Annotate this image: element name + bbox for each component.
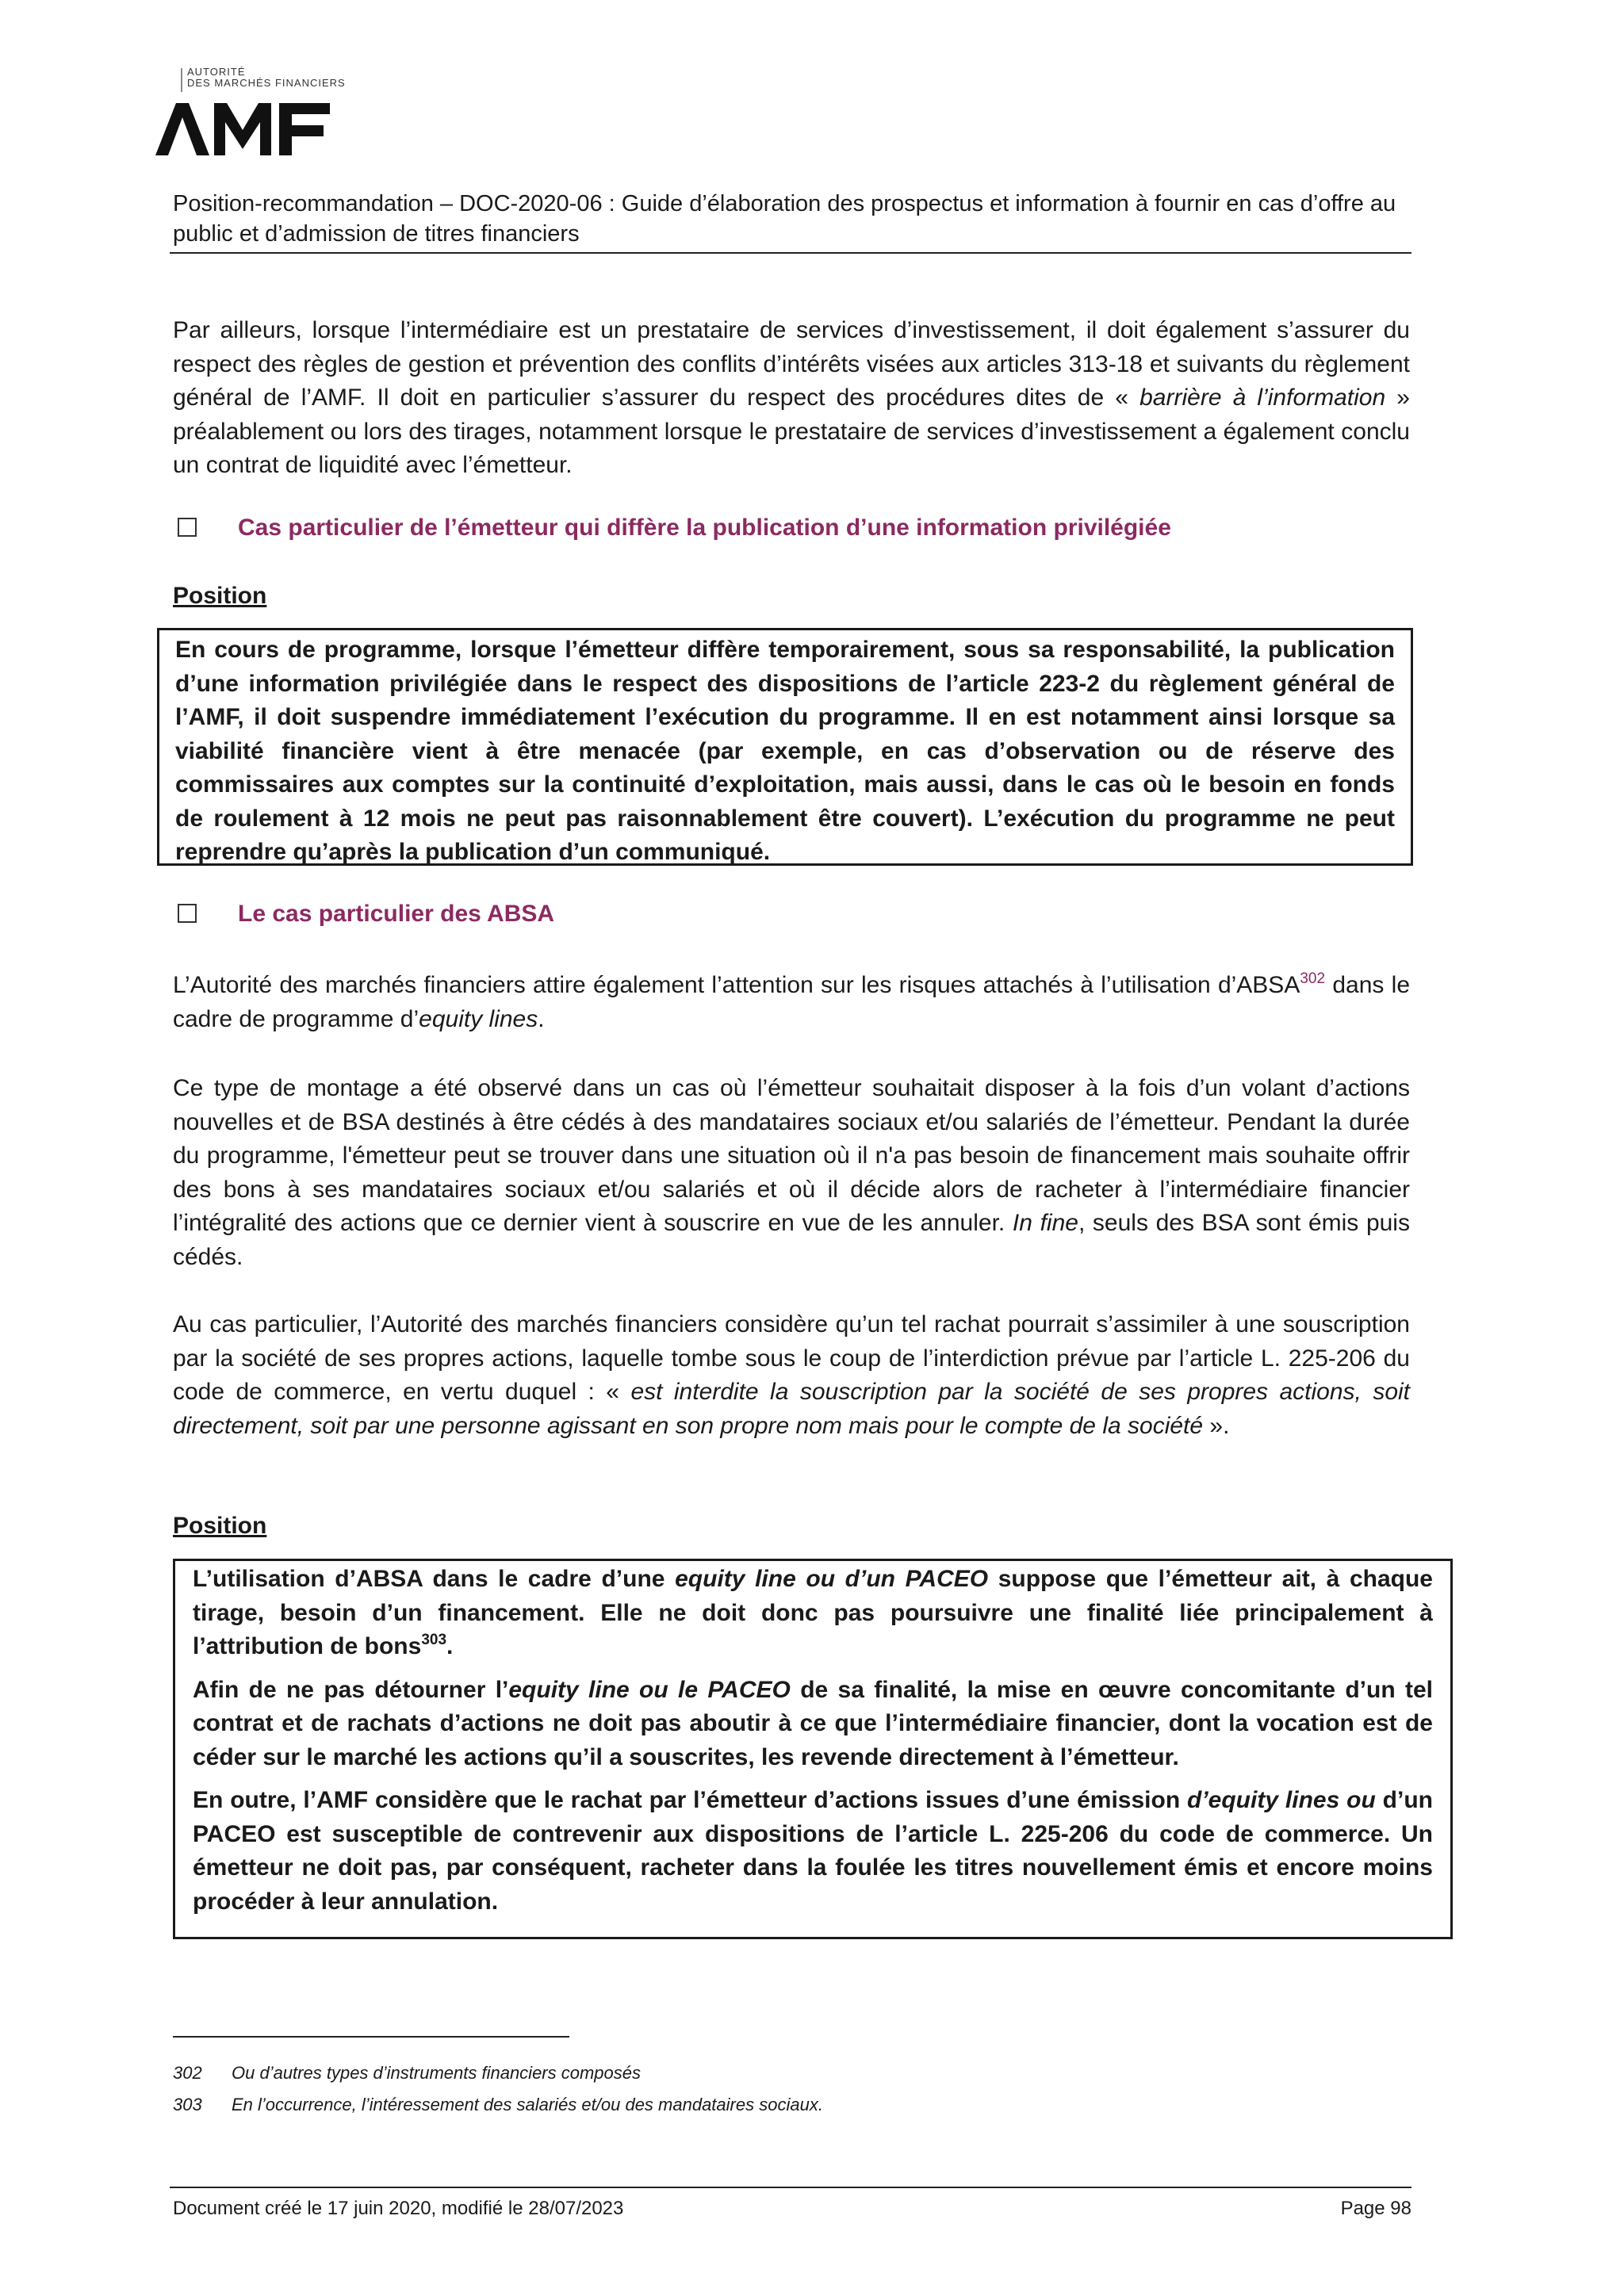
footnote-divider <box>173 2036 569 2038</box>
footnote-303: 303 En l’occurrence, l’intéressement des salariés et/ou des mandataires sociaux. <box>173 2095 823 2114</box>
position-absa-paragraph-3: En outre, l’AMF considère que le rachat par l’émetteur d’actions issues d’une émission d’equity lines ou d’un PACEO est susceptible de contrevenir aux dispositions de l’article L. 225-206 du code de commerce. Un émetteur ne doit pas, par conséquent, racheter dans la foulée les titres nouvellement émis et encore moins procéder à leur annulation. <box>193 1787 1433 1915</box>
section-heading-deferred-publication: Cas particulier de l’émetteur qui diffère la publication d’une information privilégiée <box>178 515 1171 541</box>
checkbox-square-icon <box>178 904 197 923</box>
position-box-absa <box>173 1559 1453 1939</box>
position-absa-paragraph-2: Afin de ne pas détourner l’equity line ou le PACEO de sa finalité, la mise en œuvre concomitante d’un tel contrat et de rachats d’actions ne doit pas aboutir à ce que l’intermédiaire financier, dont la vocation est de céder sur le marché les actions qu’il a souscrites, les revende directement à l’émetteur. <box>193 1676 1434 1770</box>
position-label: Position <box>173 1513 267 1539</box>
absa-paragraph-2: Ce type de montage a été observé dans un cas où l’émetteur souhaitait disposer à la fois d’un volant d’actions nouvelles et de BSA destinés à être cédés à des mandataires sociaux et/ou salariés de l’émetteur. Pendant la durée du programme, l'émetteur peut se trouver dans une situation où il n'a pas besoin de financement mais souhaite offrir des bons à ses mandataires sociaux et/ou salariés et où il décide alors de racheter à l’intermédiaire financier l’intégralité des actions que ce dernier vient à souscrire en vue de les annuler. In fine, seuls des BSA sont émis puis cédés. <box>173 1075 1410 1270</box>
absa-paragraph-1: L’Autorité des marchés financiers attire également l’attention sur les risques attachés à l’utilisation d’ABSA$^{302}$ dans le cadre de programme d’equity lines. <box>173 970 1411 1032</box>
intro-paragraph: Par ailleurs, lorsque l’intermédiaire est un prestataire de services d’investissement, il doit également s’assurer du respect des règles de gestion et prévention des conflits d’intérêts visées aux articles 313-18 et suivants du règlement général de l’AMF. Il doit en particulier s’assurer du respect des procédures dites de « barrière à l’information » préalablement ou lors des tirages, notamment lorsque le prestataire de services d’investissement a également conclu un contrat de liquidité avec l’émetteur. <box>173 317 1410 478</box>
footnote-ref-303[interactable]: 303 <box>421 1632 447 1648</box>
absa-paragraph-3: Au cas particulier, l’Autorité des marchés financiers considère qu’un tel rachat pourrait s’assimiler à une souscription par la société de ses propres actions, laquelle tombe sous le coup de l’interdiction prévue par l’article L. 225-206 du code de commerce, en vertu duquel : « est interdite la souscription par la société de ses propres actions, soit directement, soit par une personne agissant en son propre nom mais pour le compte de la société ». <box>173 1311 1411 1439</box>
section-heading-absa: Le cas particulier des ABSA <box>178 901 554 928</box>
footnote-302: 302 Ou d’autres types d’instruments financiers composés <box>173 2063 642 2083</box>
position-label: Position <box>173 583 267 609</box>
header-divider <box>170 252 1411 254</box>
checkbox-square-icon <box>178 518 197 537</box>
amf-wordmark-icon <box>155 101 354 157</box>
document-header-title: Position-recommandation – DOC-2020-06 : Guide d’élaboration des prospectus et information à fournir en cas d’offre au public et d’admission de titres financiers <box>173 191 1396 247</box>
footer-document-date: Document créé le 17 juin 2020, modifié le 28/07/2023 <box>173 2198 624 2219</box>
position-absa-paragraph-1: L’utilisation d’ABSA dans le cadre d’une equity line ou d’un PACEO suppose que l’émetteur ait, à chaque tirage, besoin d’un financement. Elle ne doit donc pas poursuivre une finalité liée principalement à l’attribution de bons$^{303}$. <box>193 1566 1433 1659</box>
position-box-deferred-publication: En cours de programme, lorsque l’émetteur diffère temporairement, sous sa responsabilité, la publication d’une information privilégiée dans le respect des dispositions de l’article 223-2 du règlement général de l’AMF, il doit suspendre immédiatement l’exécution du programme. Il en est notamment ainsi lorsque sa viabilité financière vient à être menacée (par exemple, en cas d’observation ou de réserve des commissaires aux comptes sur la continuité d’exploitation, mais aussi, dans le cas où le besoin en fonds de roulement à 12 mois ne peut pas raisonnablement être couvert). L’exécution du programme ne peut reprendre qu’après la publication d’un communiqué. <box>157 628 1413 866</box>
footer-page-number: Page 98 <box>1340 2198 1411 2219</box>
footnote-ref-302[interactable]: 302 <box>1300 970 1326 987</box>
logo-caption: AUTORITÉ DES MARCHÉS FINANCIERS <box>187 67 346 89</box>
amf-logo <box>155 67 362 162</box>
footer-divider <box>170 2187 1411 2188</box>
